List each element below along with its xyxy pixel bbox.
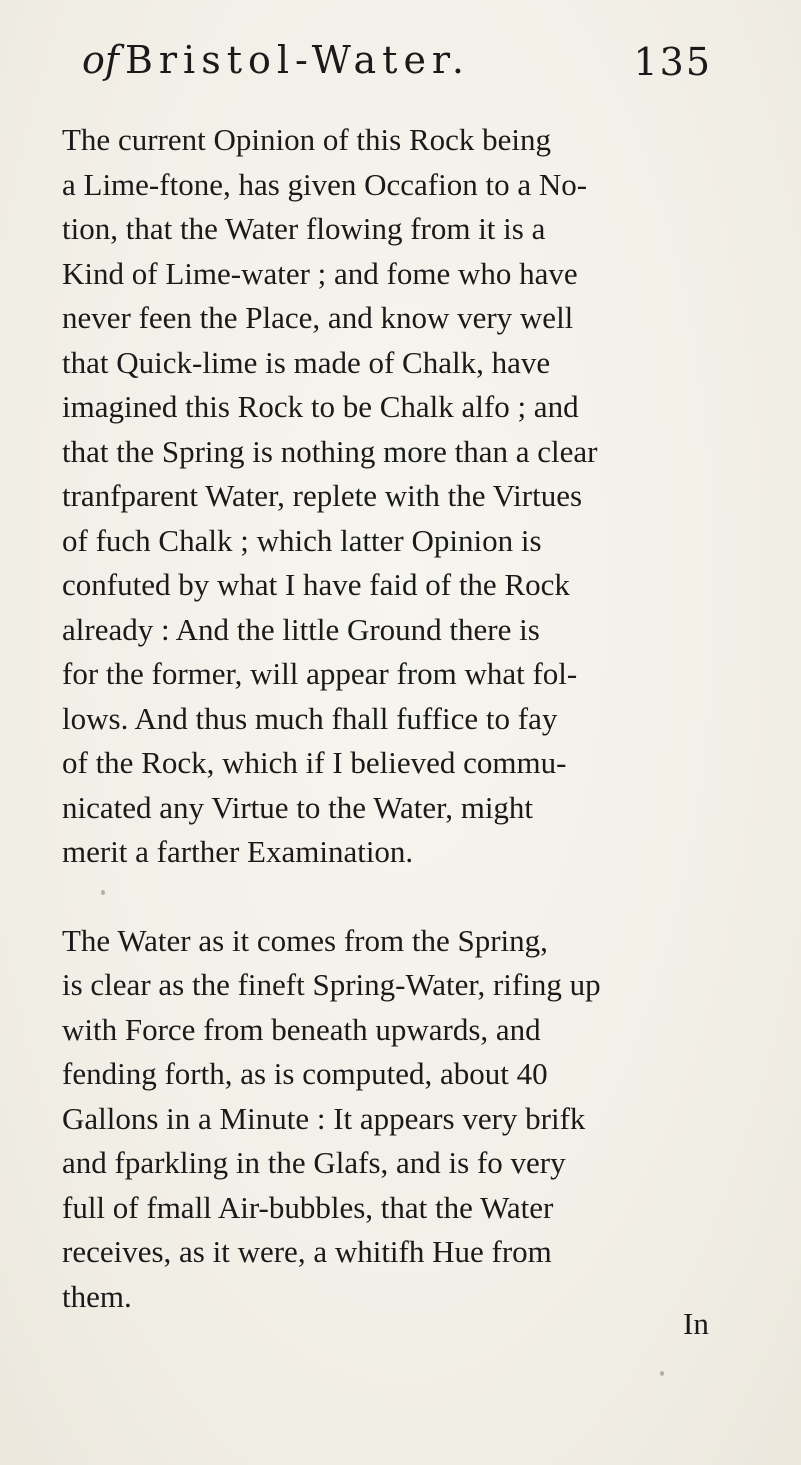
text-line: The current Opinion of this Rock being: [62, 122, 552, 157]
text-line: for the former, will appear from what fol-: [62, 656, 578, 691]
paper-speck: [101, 890, 105, 895]
text-line: that Quick-lime is made of Chalk, have: [62, 344, 551, 380]
running-head-title: Bristol-Water.: [124, 38, 470, 82]
text-line: full of fmall Air-bubbles, that the Water: [62, 1189, 554, 1225]
text-line: Gallons in a Minute : It appears very brifk: [62, 1100, 586, 1136]
text-line: a Lime-ftone, has given Occafion to a No-: [62, 166, 588, 202]
running-head: [82, 38, 470, 82]
paper-speck: [660, 1371, 664, 1376]
paragraph-2: [62, 919, 730, 1320]
text-line: tion, that the Water flowing from it is a: [62, 211, 546, 246]
text-line: merit a farther Examination.: [62, 834, 414, 869]
text-line: receives, as it were, a whitifh Hue from: [62, 1234, 552, 1269]
text-line: tranfparent Water, replete with the Virtues: [62, 478, 583, 513]
text-line: fending forth, as is computed, about 40: [62, 1056, 548, 1091]
paragraph-1: [62, 118, 730, 875]
text-line: is clear as the fineft Spring-Water, rifing up: [62, 967, 601, 1002]
text-line: already : And the little Ground there is: [62, 611, 540, 647]
text-line: that the Spring is nothing more than a clear: [62, 433, 598, 469]
text-line: Kind of Lime-water ; and fome who have: [62, 255, 578, 291]
running-head-of: of: [82, 38, 119, 82]
text-line: lows. And thus much fhall fuffice to fay: [62, 700, 558, 736]
text-line: of fuch Chalk ; which latter Opinion is: [62, 522, 542, 558]
text-line: nicated any Virtue to the Water, might: [62, 789, 534, 825]
text-line: confuted by what I have faid of the Rock: [62, 567, 570, 602]
page-header: [82, 38, 712, 98]
text-line: with Force from beneath upwards, and: [62, 1011, 541, 1047]
text-line: them.: [62, 1278, 132, 1314]
text-line: The Water as it comes from the Spring,: [62, 922, 548, 958]
catchword: In: [683, 1306, 709, 1341]
text-line: of the Rock, which if I believed commu-: [62, 745, 567, 780]
text-line: imagined this Rock to be Chalk alfo ; and: [62, 389, 579, 424]
page-number: 135: [633, 40, 712, 84]
body-text: [62, 118, 730, 1319]
text-line: and fparkling in the Glafs, and is fo very: [62, 1145, 566, 1180]
text-line: never feen the Place, and know very well: [62, 300, 574, 335]
